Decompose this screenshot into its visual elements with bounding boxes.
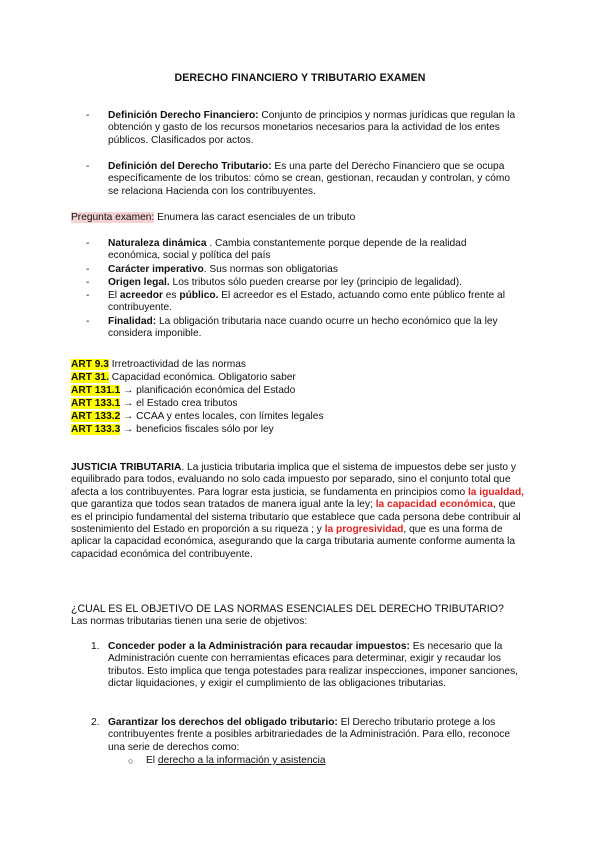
highlight-term: la progresividad (324, 524, 404, 536)
feature-text: . Cambia constantemente porque depende de la realidad económica, social y política del país (108, 238, 467, 262)
highlight-term: la capacidad económica (375, 499, 493, 511)
article-code: ART 133.1 (71, 398, 121, 409)
definition-text: Conjunto de principios y normas jurídicas que regulan la obtención y gasto de los recursos monetarios necesarios para la actividad de los entes públicos. Clasificados por actos. (108, 110, 516, 146)
bullet: - (86, 277, 90, 288)
objetivo-text: Es necesario que la Administración cuente con herramientas eficaces para determinar, exigir y recaudar los tributos. Esto implica que tenga potestades para realizar inspecciones, imponer sanciones, dictar liquidaciones, y exigir el cumplimiento de las obligaciones tributarias. (108, 641, 518, 690)
highlight-term: la igualdad, (467, 486, 525, 498)
paragraph-text: que garantiza que todos sean tratados de manera igual ante la ley; (71, 499, 376, 511)
article-row (71, 372, 296, 384)
question-label: Pregunta examen: (71, 212, 155, 223)
sub-item-underlined: derecho a la información y asistencia (157, 755, 326, 766)
section-heading: JUSTICIA TRIBUTARIA (71, 462, 182, 473)
article-row (71, 424, 274, 436)
feature-pre: El (108, 290, 120, 301)
article-text: → planificación económica del Estado (120, 385, 296, 396)
exam-question (71, 212, 355, 224)
objetivo-term: Conceder poder a la Administración para recaudar impuestos: (108, 641, 410, 652)
bullet: - (86, 110, 90, 121)
objetivo-intro: Las normas tributarias tienen una serie de objetivos: (71, 616, 308, 627)
feature-text: Los tributos sólo pueden crearse por ley (principio de legalidad). (169, 277, 462, 288)
bullet: - (86, 238, 90, 249)
feature-item (108, 238, 520, 263)
article-code: ART 131.1 (71, 385, 121, 396)
objetivo-text: El Derecho tributario protege a los contribuyentes frente a posibles arbitrariedades de la Administración. Para ello, reconoce una serie de derechos como: (108, 717, 511, 753)
feature-mid: es (162, 290, 180, 301)
feature-item (108, 264, 520, 276)
paragraph-text: . La justicia tributaria implica que el sistema de impuestos debe ser justo y equilibrado para todos, evaluando no solo cada impuesto por separado, sino el conjunto total que afecta a los contribuyentes. Para lograr esta justicia, se fundamenta en principios como (71, 462, 517, 498)
item-number: 2. (91, 717, 100, 728)
feature-term: Finalidad: (108, 316, 157, 327)
objetivo-question: ¿CUAL ES EL OBJETIVO DE LAS NORMAS ESENCIALES DEL DERECHO TRIBUTARIO? (71, 603, 504, 615)
feature-term-2: público. (179, 290, 219, 301)
bullet: - (86, 290, 90, 301)
page-title: DERECHO FINANCIERO Y TRIBUTARIO EXAMEN (174, 72, 426, 84)
circle-bullet-icon: ○ (128, 756, 134, 766)
objetivo-item (108, 641, 526, 691)
article-text: Capacidad económica. Obligatorio saber (108, 372, 296, 383)
objetivo-item (108, 717, 526, 754)
bullet: - (86, 264, 90, 275)
bullet: - (86, 161, 90, 172)
article-text: → CCAA y entes locales, con límites legales (120, 411, 324, 422)
feature-item (108, 277, 520, 289)
sub-item (146, 755, 326, 767)
article-row (71, 411, 324, 423)
paragraph-text: , que es el principio fundamental del sistema tributario que establece que cada persona debe contribuir al sostenimiento del Estado en proporción a su riqueza ; y (71, 499, 521, 536)
term: Definición Derecho Financiero: (108, 110, 259, 121)
definition-text: Es una parte del Derecho Financiero que se ocupa específicamente de los tributos: cómo se crean, gestionan, recaudan y controlan, y cómo se relaciona Hacienda con los contribuyentes. (108, 161, 511, 197)
paragraph-text: , que es una forma de aplicar la capacidad económica, asegurando que la carga tributaria aumente conforme aumenta la capacidad económica del contribuyente. (71, 524, 515, 560)
bullet: - (86, 316, 90, 327)
feature-text: La obligación tributaria nace cuando ocurre un hecho económico que la ley considera imponible. (108, 316, 498, 340)
feature-term: Carácter imperativo (108, 264, 204, 275)
feature-term: acreedor (119, 290, 163, 301)
objetivo-term: Garantizar los derechos del obligado tributario: (108, 717, 338, 728)
article-text: Irretroactividad de las normas (108, 359, 246, 370)
article-row (71, 359, 246, 371)
article-text: → beneficios fiscales sólo por ley (120, 424, 274, 435)
feature-item (108, 316, 520, 341)
term: Definición del Derecho Tributario: (108, 161, 272, 172)
sub-item-pre: El (146, 755, 158, 766)
definition-tributario (108, 161, 520, 198)
definition-financiero (108, 110, 520, 147)
justicia-paragraph (71, 462, 526, 561)
article-row (71, 398, 237, 410)
feature-term: Naturaleza dinámica (108, 238, 207, 249)
question-text: Enumera las caract esenciales de un tributo (154, 212, 356, 223)
feature-term: Origen legal. (108, 277, 170, 288)
article-code: ART 31. (71, 372, 109, 383)
feature-text: . Sus normas son obligatorias (203, 264, 338, 275)
feature-item (108, 290, 520, 315)
item-number: 1. (91, 641, 100, 652)
article-code: ART 133.2 (71, 411, 121, 422)
article-code: ART 133.3 (71, 424, 121, 435)
feature-text: El acreedor es el Estado, actuando como ente público frente al contribuyente. (108, 290, 505, 314)
article-text: → el Estado crea tributos (120, 398, 238, 409)
article-row (71, 385, 295, 397)
article-code: ART 9.3 (71, 359, 109, 370)
